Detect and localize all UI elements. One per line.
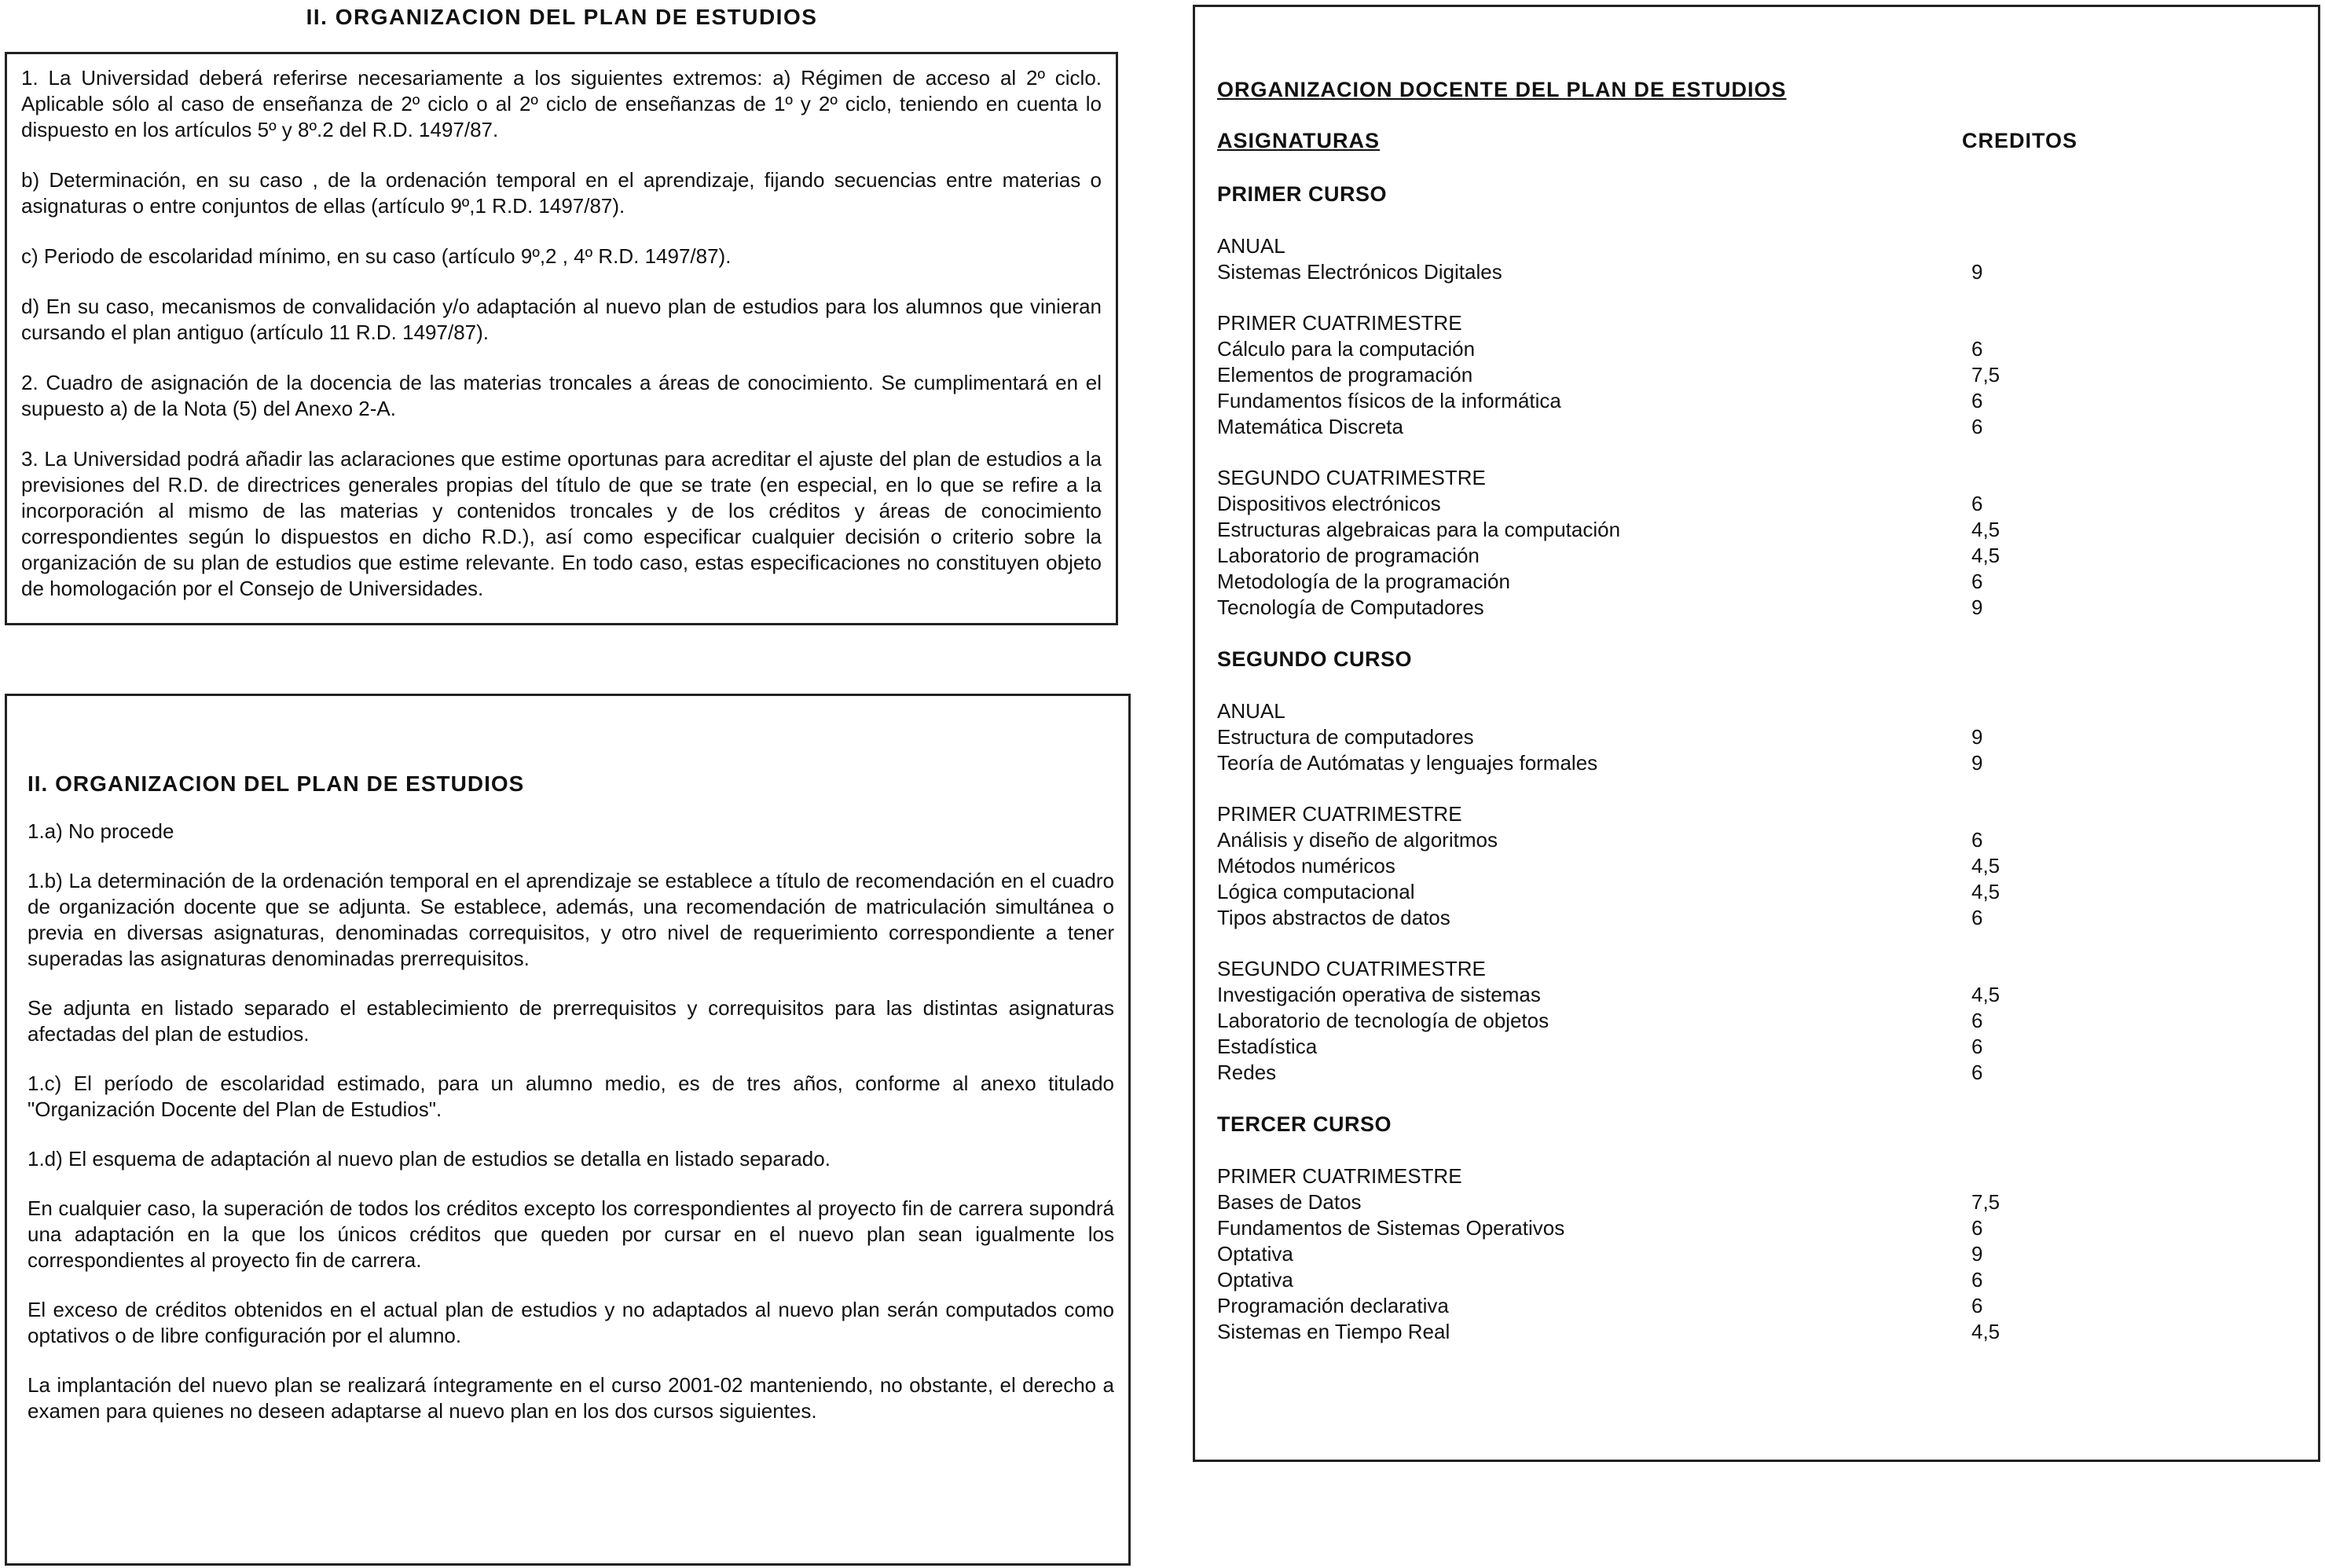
subject-name: Cálculo para la computación: [1217, 337, 1476, 361]
subject-credits: 6: [1971, 570, 1983, 593]
plan-box: [1193, 5, 2320, 1462]
instruction-paragraph-c: c) Periodo de escolaridad mínimo, en su caso (artículo 9º,2 , 4º R.D. 1497/87).: [21, 244, 732, 268]
subject-credits: 7,5: [1971, 1190, 2000, 1214]
instructions-text: [21, 65, 1102, 626]
page-title: II. ORGANIZACION DEL PLAN DE ESTUDIOS: [306, 5, 818, 29]
subject-name: Metodología de la programación: [1217, 570, 1510, 593]
instruction-paragraph-d: d) En su caso, mecanismos de convalidación y/o adaptación al nuevo plan de estudios para los alumnos que vinieran cursando el plan antiguo (artículo 11 R.D. 1497/87).: [21, 295, 1102, 344]
subject-row: [1217, 1008, 2318, 1034]
response-text: [28, 771, 1114, 1448]
subject-name: Métodos numéricos: [1217, 854, 1395, 877]
credits-column-header: CREDITOS: [1962, 129, 2078, 152]
subject-name: Dispositivos electrónicos: [1217, 492, 1441, 515]
period-label: SEGUNDO CUATRIMESTRE: [1217, 957, 1486, 980]
instructions-box: [5, 52, 1118, 625]
subject-credits: 4,5: [1971, 854, 2000, 877]
response-paragraph: El exceso de créditos obtenidos en el actual plan de estudios y no adaptados al nuevo plan serán computados como optativos o de libre configuración por el alumno.: [28, 1298, 1114, 1347]
subject-credits: 6: [1971, 1216, 1983, 1240]
subject-row: [1217, 517, 2318, 543]
subject-credits: 9: [1971, 725, 1983, 749]
response-paragraph: En cualquier caso, la superación de todos los créditos excepto los correspondientes al proyecto fin de carrera supondrá una adaptación en la que los únicos créditos que queden por cursar en el nuevo plan sean igualmente los correspondientes al proyecto fin de carrera.: [28, 1196, 1114, 1272]
subject-name: Matemática Discreta: [1217, 415, 1403, 438]
subject-name: Tipos abstractos de datos: [1217, 906, 1450, 929]
period-block: [1217, 1163, 2318, 1345]
response-title: II. ORGANIZACION DEL PLAN DE ESTUDIOS: [28, 771, 525, 796]
subject-row: [1217, 388, 2318, 414]
subject-credits: 7,5: [1971, 363, 2000, 387]
response-paragraph: La implantación del nuevo plan se realizará íntegramente en el curso 2001-02 manteniendo, no obstante, el derecho a examen para quienes no deseen adaptarse al nuevo plan en los dos cursos siguientes.: [28, 1373, 1114, 1423]
subject-name: Estructuras algebraicas para la computación: [1217, 518, 1621, 541]
subject-row: [1217, 750, 2318, 776]
subject-row: [1217, 1060, 2318, 1086]
plan-content: [1217, 78, 2318, 1345]
period-block: [1217, 465, 2318, 621]
subject-row: [1217, 569, 2318, 595]
subject-name: Investigación operativa de sistemas: [1217, 983, 1541, 1006]
subject-row: [1217, 879, 2318, 905]
response-paragraph: 1.d) El esquema de adaptación al nuevo plan de estudios se detalla en listado separado.: [28, 1147, 831, 1171]
period-block: [1217, 310, 2318, 440]
subject-credits: 4,5: [1971, 518, 2000, 541]
subject-name: Tecnología de Computadores: [1217, 595, 1484, 619]
plan-title: ORGANIZACION DOCENTE DEL PLAN DE ESTUDIOS: [1217, 78, 1787, 101]
subject-name: Laboratorio de tecnología de objetos: [1217, 1009, 1549, 1032]
subject-name: Fundamentos de Sistemas Operativos: [1217, 1216, 1565, 1240]
courses-list: [1217, 182, 2318, 1345]
subject-credits: 6: [1971, 1009, 1983, 1032]
period-block: [1217, 956, 2318, 1086]
subject-row: [1217, 491, 2318, 517]
subject-name: Redes: [1217, 1061, 1277, 1084]
instruction-paragraph-1: 1. La Universidad deberá referirse necesariamente a los siguientes extremos: a) Régimen de acceso al 2º ciclo. Aplicable sólo al caso de enseñanza de 2º ciclo o al 2º ciclo de enseñanzas de 1º y 2º ciclo, teniendo en cuenta lo dispuesto en los artículos 5º y 8º.2 del R.D. 1497/87.: [21, 66, 1102, 141]
subject-row: [1217, 905, 2318, 931]
subject-row: [1217, 1319, 2318, 1345]
subject-name: Laboratorio de programación: [1217, 544, 1480, 567]
subject-row: [1217, 414, 2318, 440]
subject-credits: 6: [1971, 1035, 1983, 1058]
subject-name: Optativa: [1217, 1242, 1293, 1266]
subject-row: [1217, 336, 2318, 362]
subject-credits: 9: [1971, 260, 1983, 284]
subject-row: [1217, 1034, 2318, 1060]
period-label: SEGUNDO CUATRIMESTRE: [1217, 466, 1486, 489]
period-label: ANUAL: [1217, 234, 1285, 258]
subject-row: [1217, 853, 2318, 879]
instruction-paragraph-2: 2. Cuadro de asignación de la docencia de las materias troncales a áreas de conocimiento. Se cumplimentará en el supuesto a) de la Nota (5) del Anexo 2-A.: [21, 371, 1102, 420]
subject-name: Bases de Datos: [1217, 1190, 1362, 1214]
subject-row: [1217, 982, 2318, 1008]
period-block: [1217, 233, 2318, 285]
period-block: [1217, 801, 2318, 931]
response-paragraph: 1.a) No procede: [28, 819, 174, 843]
period-label: PRIMER CUATRIMESTRE: [1217, 802, 1462, 826]
subject-credits: 6: [1971, 1061, 1983, 1084]
subject-credits: 6: [1971, 389, 1983, 412]
subject-row: [1217, 1241, 2318, 1267]
subject-credits: 9: [1971, 1242, 1983, 1266]
subject-credits: 6: [1971, 828, 1983, 852]
subject-name: Elementos de programación: [1217, 363, 1473, 387]
period-label: PRIMER CUATRIMESTRE: [1217, 311, 1462, 335]
subject-name: Sistemas Electrónicos Digitales: [1217, 260, 1502, 284]
subject-name: Programación declarativa: [1217, 1294, 1449, 1317]
subject-credits: 9: [1971, 595, 1983, 619]
response-paragraph: 1.c) El período de escolaridad estimado, para un alumno medio, es de tres años, conforme al anexo titulado "Organización Docente del Plan de Estudios".: [28, 1072, 1114, 1121]
subject-credits: 6: [1971, 1294, 1983, 1317]
subject-row: [1217, 543, 2318, 569]
response-paragraph: Se adjunta en listado separado el establecimiento de prerrequisitos y correquisitos para las distintas asignaturas afectadas del plan de estudios.: [28, 996, 1114, 1046]
course-heading: SEGUNDO CURSO: [1217, 647, 1413, 671]
course-heading: PRIMER CURSO: [1217, 182, 1388, 206]
subject-name: Análisis y diseño de algoritmos: [1217, 828, 1498, 852]
instruction-paragraph-3: 3. La Universidad podrá añadir las aclaraciones que estime oportunas para acreditar el ajuste del plan de estudios a la previsiones del R.D. de directrices generales propias del título de que se trate (en especial, en lo que se refire a la incorporación al mismo de las materias y contenidos troncales y de los créditos y áreas de conocimiento correspondientes según lo dispuestos en dicho R.D.), así como especificar cualquier decisión o criterio sobre la organización de su plan de estudios que estime relevante. En todo caso, estas especificaciones no constituyen objeto de homologación por el Consejo de Universidades.: [21, 447, 1102, 600]
subject-row: [1217, 1189, 2318, 1215]
subject-name: Estructura de computadores: [1217, 725, 1474, 749]
subject-row: [1217, 724, 2318, 750]
subject-credits: 6: [1971, 415, 1983, 438]
subject-row: [1217, 595, 2318, 621]
subject-name: Optativa: [1217, 1268, 1293, 1291]
subject-name: Fundamentos físicos de la informática: [1217, 389, 1561, 412]
subject-credits: 4,5: [1971, 544, 2000, 567]
subject-credits: 6: [1971, 906, 1983, 929]
subject-row: [1217, 1215, 2318, 1241]
course-heading: TERCER CURSO: [1217, 1112, 1392, 1136]
subject-row: [1217, 362, 2318, 388]
instruction-paragraph-b: b) Determinación, en su caso , de la ordenación temporal en el aprendizaje, fijando secuencias entre materias o asignaturas o entre conjuntos de ellas (artículo 9º,1 R.D. 1497/87).: [21, 168, 1102, 218]
response-paragraph: 1.b) La determinación de la ordenación temporal en el aprendizaje se establece a título de recomendación en el cuadro de organización docente que se adjunta. Se establece, además, una recomendación de matriculación simultánea o previa en diversas asignaturas, denominadas correquisitos, y otro nivel de requerimiento correspondiente a tener superadas las asignaturas denominadas prerrequisitos.: [28, 869, 1114, 970]
subject-credits: 6: [1971, 337, 1983, 361]
subject-name: Lógica computacional: [1217, 880, 1415, 903]
period-label: ANUAL: [1217, 699, 1285, 723]
period-label: PRIMER CUATRIMESTRE: [1217, 1164, 1462, 1188]
subject-row: [1217, 1267, 2318, 1293]
subject-row: [1217, 1293, 2318, 1319]
plan-column-headers: [1217, 129, 2318, 156]
subject-credits: 4,5: [1971, 880, 2000, 903]
period-block: [1217, 698, 2318, 776]
subject-row: [1217, 259, 2318, 285]
subject-credits: 6: [1971, 1268, 1983, 1291]
subject-credits: 6: [1971, 492, 1983, 515]
subject-name: Teoría de Autómatas y lenguajes formales: [1217, 751, 1598, 775]
subject-row: [1217, 827, 2318, 853]
subject-credits: 4,5: [1971, 983, 2000, 1006]
subject-credits: 9: [1971, 751, 1983, 775]
subject-credits: 4,5: [1971, 1320, 2000, 1343]
subject-name: Sistemas en Tiempo Real: [1217, 1320, 1450, 1343]
subject-name: Estadística: [1217, 1035, 1318, 1058]
response-box: [5, 694, 1131, 1566]
subjects-column-header: ASIGNATURAS: [1217, 129, 1381, 152]
